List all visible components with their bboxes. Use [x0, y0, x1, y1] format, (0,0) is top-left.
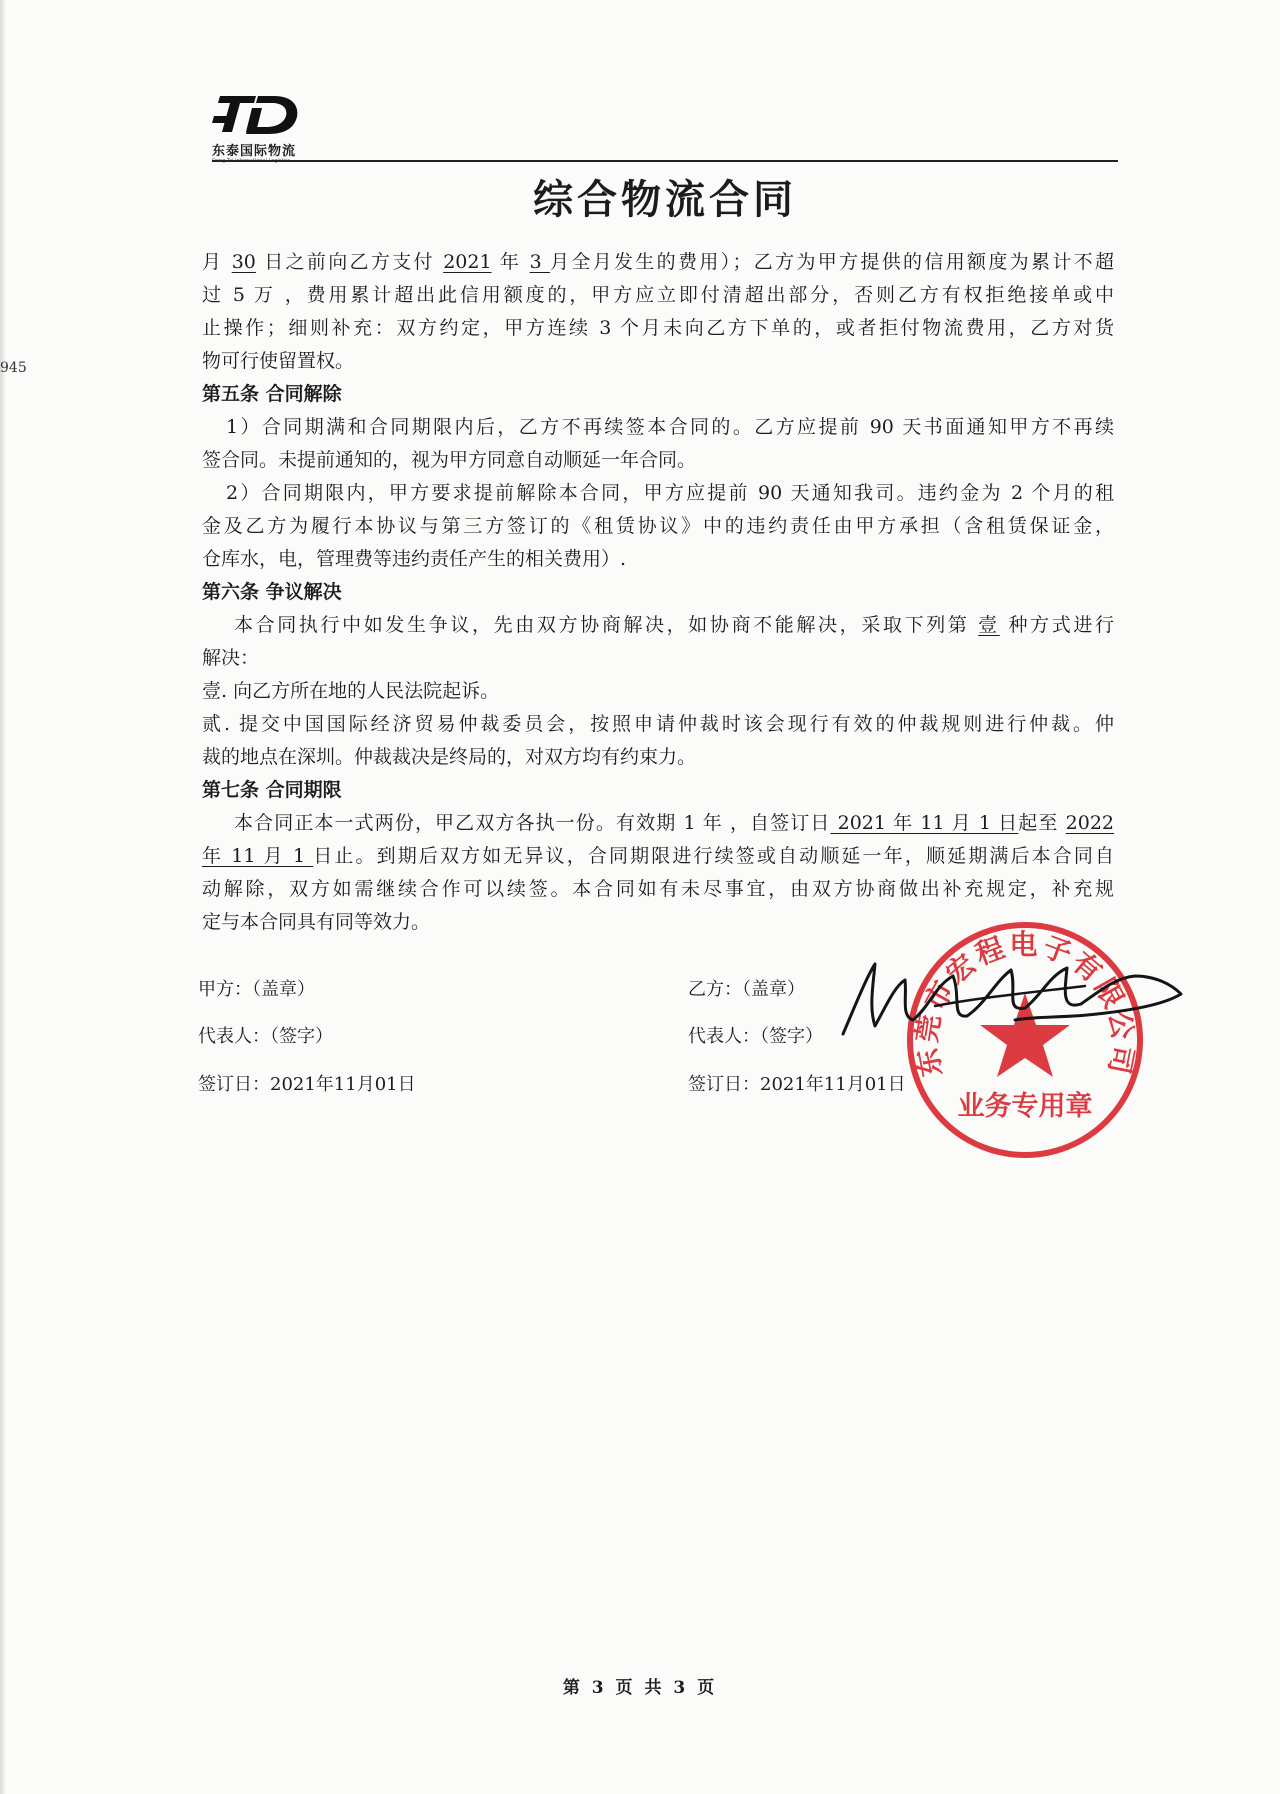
clause6-line1: 本合同执行中如发生争议，先由双方协商解决，如协商不能解决，采取下列第 壹 种方式进行 — [234, 614, 1114, 636]
seal-purpose-text: 业务专用章 — [957, 1091, 1093, 1122]
clause5-heading: 第五条 合同解除 — [202, 383, 342, 405]
party-a-date: 签订日：2021年11月01日 — [198, 1074, 416, 1095]
clause4-line4: 物可行使留置权。 — [202, 350, 355, 372]
clause7-line3: 动解除，双方如需继续合作可以续签。本合同如有未尽事宜，由双方协商做出补充规定，补充规 — [202, 878, 1114, 900]
seal-company-text: 东莞市宏程电子有限公司 — [909, 928, 1141, 1080]
handwritten-signature — [835, 946, 1225, 1046]
clause7-heading: 第七条 合同期限 — [202, 779, 342, 801]
clause5-p1-line2: 签合同。未提前通知的，视为甲方同意自动顺延一年合同。 — [202, 449, 697, 471]
clause7-line2: 年 11 月 1 日止。到期后双方如无异议，合同期限进行续签或自动顺延一年，顺延期满后本合同自 — [202, 845, 1114, 867]
party-a-seal-label: 甲方：（盖章） — [198, 979, 315, 1000]
logo-mark-icon — [212, 90, 302, 140]
clause6-option1: 壹. 向乙方所在地的人民法院起诉。 — [202, 680, 500, 702]
clause6-line2: 解决： — [202, 647, 260, 669]
clause4-line1: 月 30 日之前向乙方支付 2021 年 3 月全月发生的费用）；乙方为甲方提供的信用额度为累计不超 — [202, 251, 1114, 273]
clause4-line3: 止操作；细则补充：双方约定，甲方连续 3 个月未向乙方下单的，或者拒付物流费用，乙方对货 — [202, 317, 1114, 339]
clause6-option2-line1: 贰. 提交中国国际经济贸易仲裁委员会，按照申请仲裁时该会现行有效的仲裁规则进行仲裁。仲 — [202, 713, 1114, 735]
clause4-line2: 过 5 万 ，费用累计超出此信用额度的，甲方应立即付清超出部分，否则乙方有权拒绝接单或中 — [202, 284, 1114, 306]
party-b-rep-label: 代表人：（签字） — [688, 1026, 823, 1047]
party-a-rep-label: 代表人：（签字） — [198, 1026, 333, 1047]
logo-name: 东泰国际物流 — [212, 144, 297, 159]
clause6-heading: 第六条 争议解决 — [202, 581, 342, 603]
clause6-option2-line2: 裁的地点在深圳。仲裁裁决是终局的，对双方均有约束力。 — [202, 746, 697, 768]
clause5-p2-line2: 金及乙方为履行本协议与第三方签订的《租赁协议》中的违约责任由甲方承担（含租赁保证金， — [202, 515, 1114, 537]
clause7-line1: 本合同正本一式两份，甲乙双方各执一份。有效期 1 年 ，自签订日 2021 年 11 月 1 日起至 2022 — [234, 812, 1114, 834]
clause5-p2-line1: 2）合同期限内，甲方要求提前解除本合同，甲方应提前 90 天通知我司。违约金为 2 个月的租 — [226, 482, 1114, 504]
clause7-line4: 定与本合同具有同等效力。 — [202, 911, 431, 933]
company-logo — [212, 90, 312, 166]
page-number-footer: 第 3 页 共 3 页 — [562, 1678, 718, 1698]
party-b-seal-label: 乙方：（盖章） — [688, 979, 805, 1000]
scan-left-edge — [0, 0, 6, 1794]
header-rule — [212, 160, 1118, 162]
signature-scribble-icon — [835, 946, 1225, 1046]
clause5-p2-line3: 仓库水，电，管理费等违约责任产生的相关费用）. — [202, 548, 627, 570]
contract-body — [202, 246, 1114, 939]
clause5-p1-line1: 1）合同期满和合同期限内后，乙方不再续签本合同的。乙方应提前 90 天书面通知甲方不再续 — [226, 416, 1114, 438]
document-title: 综合物流合同 — [533, 177, 797, 223]
party-b-date: 签订日：2021年11月01日 — [688, 1074, 906, 1095]
margin-number: 945 — [0, 360, 27, 376]
